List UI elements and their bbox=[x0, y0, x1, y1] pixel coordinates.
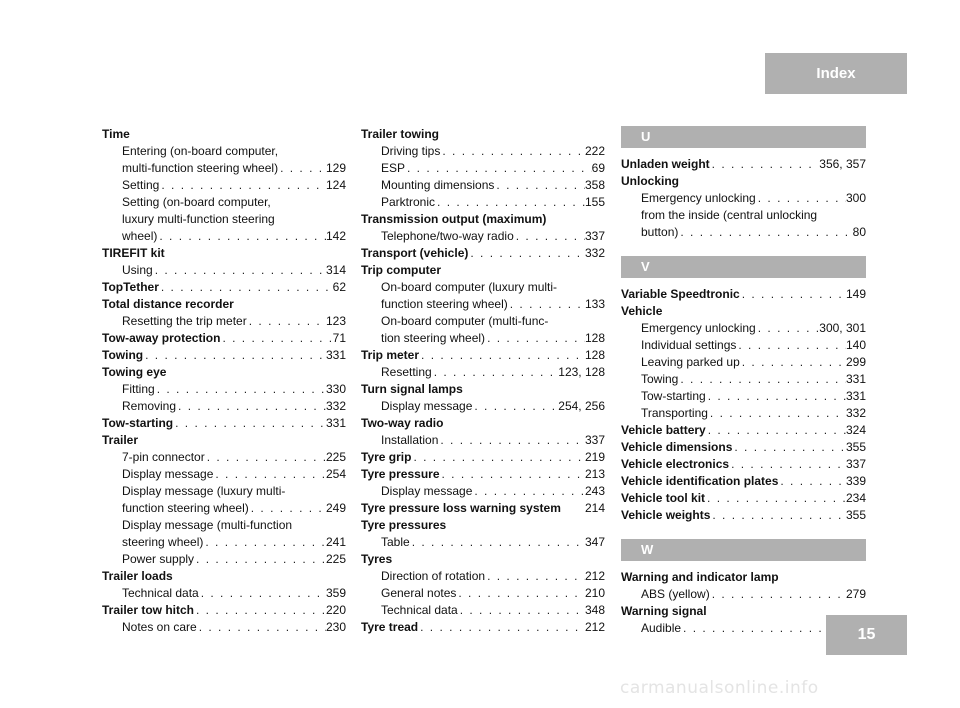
index-entry bbox=[621, 422, 866, 439]
entry-page-ref: 69 bbox=[591, 161, 605, 175]
entry-term: Display message (multi-function bbox=[122, 518, 293, 532]
dot-leader bbox=[456, 585, 585, 602]
entry-term: Two-way radio bbox=[361, 416, 444, 430]
entry-page-ref: 212 bbox=[584, 620, 605, 634]
entry-term: Unlocking bbox=[621, 174, 680, 188]
entry-term: General notes bbox=[381, 586, 457, 600]
dot-leader bbox=[432, 364, 559, 381]
dot-leader bbox=[173, 415, 326, 432]
index-entry bbox=[102, 415, 346, 432]
entry-term: function steering wheel) bbox=[381, 297, 508, 311]
dot-leader bbox=[705, 490, 846, 507]
dot-leader bbox=[435, 194, 585, 211]
index-entry bbox=[621, 473, 866, 490]
dot-leader bbox=[678, 224, 852, 241]
entry-page-ref: 213 bbox=[584, 467, 605, 481]
dot-leader bbox=[710, 507, 846, 524]
entry-term: Vehicle weights bbox=[621, 508, 711, 522]
entry-term: Tyre pressure loss warning system bbox=[361, 501, 561, 515]
entry-term: Parktronic bbox=[381, 195, 436, 209]
index-entry bbox=[361, 160, 605, 177]
dot-leader bbox=[247, 313, 326, 330]
index-entry bbox=[102, 143, 346, 160]
entry-term: Warning and indicator lamp bbox=[621, 570, 779, 584]
entry-term: function steering wheel) bbox=[122, 501, 249, 515]
dot-leader bbox=[440, 143, 585, 160]
entry-page-ref: 128 bbox=[584, 331, 605, 345]
entry-term: multi-function steering wheel) bbox=[122, 161, 279, 175]
entry-page-ref: 356, 357 bbox=[819, 157, 866, 171]
index-entry bbox=[361, 483, 605, 500]
entry-page-ref: 331 bbox=[325, 348, 346, 362]
entry-term: Telephone/two-way radio bbox=[381, 229, 514, 243]
entry-page-ref: 339 bbox=[845, 474, 866, 488]
entry-term: Resetting the trip meter bbox=[122, 314, 247, 328]
entry-term: Towing eye bbox=[102, 365, 167, 379]
entry-page-ref: 337 bbox=[584, 433, 605, 447]
entry-term: Technical data bbox=[122, 586, 199, 600]
dot-leader bbox=[756, 190, 846, 207]
index-entry bbox=[102, 160, 346, 177]
entry-page-ref: 230 bbox=[325, 620, 346, 634]
entry-term: Direction of rotation bbox=[381, 569, 486, 583]
entry-term: Turn signal lamps bbox=[361, 382, 463, 396]
index-entry bbox=[621, 337, 866, 354]
index-entry bbox=[361, 551, 605, 568]
entry-page-ref: 149 bbox=[845, 287, 866, 301]
entry-term: Tow-away protection bbox=[102, 331, 221, 345]
dot-leader bbox=[508, 296, 585, 313]
entry-term: Tyre pressures bbox=[361, 518, 447, 532]
dot-leader bbox=[278, 160, 326, 177]
entry-term: Table bbox=[381, 535, 410, 549]
entry-page-ref: 279 bbox=[845, 587, 866, 601]
dot-leader bbox=[249, 500, 326, 517]
index-column-2 bbox=[361, 126, 605, 636]
index-entry bbox=[102, 449, 346, 466]
entry-page-ref: 212 bbox=[584, 569, 605, 583]
dot-leader bbox=[159, 279, 333, 296]
dot-leader bbox=[205, 449, 326, 466]
entry-term: Fitting bbox=[122, 382, 155, 396]
index-entry bbox=[102, 211, 346, 228]
entry-page-ref: 155 bbox=[584, 195, 605, 209]
index-entry bbox=[361, 228, 605, 245]
index-entry bbox=[102, 364, 346, 381]
index-entry bbox=[621, 507, 866, 524]
index-entry bbox=[361, 432, 605, 449]
dot-leader bbox=[485, 568, 585, 585]
index-column-1 bbox=[102, 126, 346, 636]
entry-term: Removing bbox=[122, 399, 177, 413]
entry-term: Tow-starting bbox=[102, 416, 174, 430]
index-entry bbox=[361, 330, 605, 347]
entry-term: Tow-starting bbox=[641, 389, 706, 403]
dot-leader bbox=[199, 585, 326, 602]
entry-page-ref: 355 bbox=[845, 508, 866, 522]
index-entry bbox=[361, 619, 605, 636]
entry-term: Entering (on-board computer, bbox=[122, 144, 279, 158]
entry-term: button) bbox=[641, 225, 679, 239]
entry-term: Vehicle battery bbox=[621, 423, 706, 437]
entry-term: TIREFIT kit bbox=[102, 246, 165, 260]
entry-term: Unladen weight bbox=[621, 157, 710, 171]
entry-term: Vehicle dimensions bbox=[621, 440, 733, 454]
index-entry bbox=[361, 585, 605, 602]
entry-term: Leaving parked up bbox=[641, 355, 740, 369]
entry-term: Individual settings bbox=[641, 338, 737, 352]
index-entry bbox=[621, 439, 866, 456]
index-entry bbox=[621, 490, 866, 507]
entry-page-ref: 300 bbox=[845, 191, 866, 205]
index-entry bbox=[102, 381, 346, 398]
entry-page-ref: 142 bbox=[325, 229, 346, 243]
dot-leader bbox=[194, 602, 326, 619]
dot-leader bbox=[440, 466, 585, 483]
entry-term: Trailer towing bbox=[361, 127, 440, 141]
entry-term: Tyre pressure bbox=[361, 467, 440, 481]
entry-page-ref: 220 bbox=[325, 603, 346, 617]
section-tab-index: Index bbox=[765, 53, 907, 94]
entry-page-ref: 133 bbox=[584, 297, 605, 311]
index-entry bbox=[102, 432, 346, 449]
dot-leader bbox=[485, 330, 585, 347]
entry-term: Display message bbox=[381, 484, 473, 498]
index-entry bbox=[621, 156, 866, 173]
dot-leader bbox=[438, 432, 585, 449]
dot-leader bbox=[405, 160, 592, 177]
index-entry bbox=[361, 534, 605, 551]
index-entry bbox=[621, 190, 866, 207]
dot-leader bbox=[157, 228, 326, 245]
dot-leader bbox=[710, 586, 846, 603]
index-entry bbox=[361, 245, 605, 262]
letter-heading-v: V bbox=[621, 256, 866, 278]
index-entry bbox=[361, 466, 605, 483]
entry-term: Audible bbox=[641, 621, 682, 635]
entry-page-ref: 140 bbox=[845, 338, 866, 352]
entry-term: Vehicle bbox=[621, 304, 663, 318]
entry-page-ref: 243 bbox=[584, 484, 605, 498]
entry-page-ref: 324 bbox=[845, 423, 866, 437]
index-entry bbox=[361, 313, 605, 330]
entry-term: Time bbox=[102, 127, 130, 141]
entry-page-ref: 123 bbox=[325, 314, 346, 328]
page-number-tab: 15 bbox=[826, 615, 907, 655]
index-entry bbox=[102, 483, 346, 500]
index-entry bbox=[621, 569, 866, 586]
entry-term: Tyre grip bbox=[361, 450, 412, 464]
dot-leader bbox=[708, 405, 846, 422]
entry-page-ref: 314 bbox=[325, 263, 346, 277]
entry-page-ref: 359 bbox=[325, 586, 346, 600]
dot-leader bbox=[736, 337, 846, 354]
index-entry bbox=[102, 245, 346, 262]
dot-leader bbox=[220, 330, 332, 347]
dot-leader bbox=[514, 228, 585, 245]
index-entry bbox=[621, 388, 866, 405]
entry-page-ref: 129 bbox=[325, 161, 346, 175]
index-entry bbox=[102, 585, 346, 602]
entry-page-ref: 332 bbox=[325, 399, 346, 413]
entry-page-ref: 128 bbox=[584, 348, 605, 362]
index-entry bbox=[361, 211, 605, 228]
index-entry bbox=[361, 279, 605, 296]
dot-leader bbox=[729, 456, 846, 473]
dot-leader bbox=[153, 262, 326, 279]
entry-term: Vehicle tool kit bbox=[621, 491, 706, 505]
entry-page-ref: 222 bbox=[584, 144, 605, 158]
entry-page-ref: 330 bbox=[325, 382, 346, 396]
entry-term: wheel) bbox=[122, 229, 158, 243]
entry-page-ref: 300, 301 bbox=[819, 321, 866, 335]
entry-term: Mounting dimensions bbox=[381, 178, 495, 192]
index-entry bbox=[621, 405, 866, 422]
entry-term: Tyres bbox=[361, 552, 393, 566]
entry-page-ref: 219 bbox=[584, 450, 605, 464]
index-entry bbox=[102, 517, 346, 534]
entry-page-ref: 254 bbox=[325, 467, 346, 481]
entry-term: Trip meter bbox=[361, 348, 420, 362]
watermark-text: carmanualsonline.info bbox=[620, 678, 819, 698]
entry-page-ref: 225 bbox=[325, 450, 346, 464]
entry-page-ref: 299 bbox=[845, 355, 866, 369]
entry-term: Transporting bbox=[641, 406, 708, 420]
letter-heading-u: U bbox=[621, 126, 866, 148]
entry-term: Warning signal bbox=[621, 604, 707, 618]
index-entry bbox=[102, 313, 346, 330]
entry-term: Variable Speedtronic bbox=[621, 287, 740, 301]
entry-term: Vehicle electronics bbox=[621, 457, 730, 471]
entry-term: Trailer loads bbox=[102, 569, 173, 583]
dot-leader bbox=[756, 320, 820, 337]
index-entry bbox=[621, 320, 866, 337]
dot-leader bbox=[740, 286, 846, 303]
index-entry bbox=[102, 126, 346, 143]
entry-page-ref: 214 bbox=[584, 501, 605, 515]
index-entry bbox=[621, 173, 866, 190]
entry-page-ref: 337 bbox=[584, 229, 605, 243]
index-entry bbox=[102, 500, 346, 517]
index-group-v bbox=[621, 286, 866, 524]
entry-page-ref: 348 bbox=[584, 603, 605, 617]
dot-leader bbox=[706, 388, 846, 405]
index-entry bbox=[361, 364, 605, 381]
entry-term: Trailer tow hitch bbox=[102, 603, 195, 617]
entry-term: Trip computer bbox=[361, 263, 442, 277]
entry-term: Towing bbox=[641, 372, 679, 386]
entry-term: Vehicle identification plates bbox=[621, 474, 779, 488]
dot-leader bbox=[494, 177, 585, 194]
index-entry bbox=[102, 347, 346, 364]
dot-leader bbox=[418, 619, 585, 636]
index-entry bbox=[621, 303, 866, 320]
index-entry bbox=[102, 262, 346, 279]
entry-term: Driving tips bbox=[381, 144, 441, 158]
entry-page-ref: 355 bbox=[845, 440, 866, 454]
entry-term: Total distance recorder bbox=[102, 297, 234, 311]
index-entry bbox=[361, 415, 605, 432]
dot-leader bbox=[159, 177, 326, 194]
entry-term: Emergency unlocking bbox=[641, 191, 756, 205]
dot-leader bbox=[194, 551, 326, 568]
index-entry bbox=[102, 551, 346, 568]
entry-term: Technical data bbox=[381, 603, 458, 617]
dot-leader bbox=[155, 381, 326, 398]
entry-page-ref: 225 bbox=[325, 552, 346, 566]
index-entry bbox=[621, 207, 866, 224]
index-entry bbox=[361, 177, 605, 194]
index-entry bbox=[102, 568, 346, 585]
entry-term: Using bbox=[122, 263, 153, 277]
entry-term: steering wheel) bbox=[122, 535, 204, 549]
index-entry bbox=[361, 194, 605, 211]
index-entry bbox=[102, 534, 346, 551]
entry-term: Display message (luxury multi- bbox=[122, 484, 286, 498]
index-entry bbox=[621, 456, 866, 473]
entry-page-ref: 249 bbox=[325, 501, 346, 515]
entry-term: On-board computer (multi-func- bbox=[381, 314, 549, 328]
dot-leader bbox=[778, 473, 846, 490]
index-entry bbox=[102, 466, 346, 483]
entry-term: Transport (vehicle) bbox=[361, 246, 469, 260]
entry-page-ref: 254, 256 bbox=[558, 399, 605, 413]
index-entry bbox=[102, 602, 346, 619]
index-entry bbox=[361, 602, 605, 619]
entry-term: Display message bbox=[122, 467, 214, 481]
index-column-3 bbox=[621, 126, 866, 637]
index-entry bbox=[361, 296, 605, 313]
entry-page-ref: 210 bbox=[584, 586, 605, 600]
entry-term: Setting bbox=[122, 178, 160, 192]
index-entry bbox=[621, 354, 866, 371]
index-entry bbox=[361, 449, 605, 466]
index-entry bbox=[102, 296, 346, 313]
entry-term: Tyre tread bbox=[361, 620, 419, 634]
index-entry bbox=[621, 286, 866, 303]
entry-term: luxury multi-function steering bbox=[122, 212, 275, 226]
entry-term: Resetting bbox=[381, 365, 432, 379]
entry-term: ABS (yellow) bbox=[641, 587, 710, 601]
dot-leader bbox=[678, 371, 846, 388]
index-entry bbox=[361, 517, 605, 534]
dot-leader bbox=[740, 354, 846, 371]
index-entry bbox=[361, 143, 605, 160]
dot-leader bbox=[410, 534, 585, 551]
entry-term: Emergency unlocking bbox=[641, 321, 756, 335]
index-entry bbox=[102, 194, 346, 211]
entry-page-ref: 71 bbox=[332, 331, 346, 345]
entry-page-ref: 62 bbox=[332, 280, 346, 294]
entry-term: Power supply bbox=[122, 552, 195, 566]
entry-term: 7-pin connector bbox=[122, 450, 205, 464]
dot-leader bbox=[732, 439, 846, 456]
index-entry bbox=[102, 619, 346, 636]
entry-page-ref: 331 bbox=[845, 389, 866, 403]
dot-leader bbox=[468, 245, 585, 262]
entry-term: Setting (on-board computer, bbox=[122, 195, 271, 209]
entry-page-ref: 80 bbox=[852, 225, 866, 239]
dot-leader bbox=[706, 422, 846, 439]
dot-leader bbox=[681, 620, 846, 637]
entry-page-ref: 331 bbox=[325, 416, 346, 430]
index-entry bbox=[361, 347, 605, 364]
index-entry bbox=[361, 126, 605, 143]
index-entry bbox=[361, 262, 605, 279]
index-entry bbox=[102, 228, 346, 245]
dot-leader bbox=[203, 534, 326, 551]
index-entry bbox=[102, 279, 346, 296]
entry-page-ref: 332 bbox=[584, 246, 605, 260]
dot-leader bbox=[176, 398, 326, 415]
dot-leader bbox=[472, 483, 585, 500]
dot-leader bbox=[197, 619, 326, 636]
entry-page-ref: 347 bbox=[584, 535, 605, 549]
entry-term: TopTether bbox=[102, 280, 159, 294]
entry-term: Display message bbox=[381, 399, 473, 413]
entry-page-ref: 332 bbox=[845, 406, 866, 420]
entry-page-ref: 241 bbox=[325, 535, 346, 549]
index-entry bbox=[361, 398, 605, 415]
dot-leader bbox=[213, 466, 326, 483]
entry-term: Installation bbox=[381, 433, 439, 447]
dot-leader bbox=[419, 347, 585, 364]
dot-leader bbox=[710, 156, 820, 173]
entry-term: On-board computer (luxury multi- bbox=[381, 280, 558, 294]
entry-term: tion steering wheel) bbox=[381, 331, 486, 345]
index-group-u bbox=[621, 156, 866, 241]
entry-page-ref: 331 bbox=[845, 372, 866, 386]
dot-leader bbox=[411, 449, 585, 466]
index-entry bbox=[621, 586, 866, 603]
entry-term: Towing bbox=[102, 348, 144, 362]
dot-leader bbox=[472, 398, 558, 415]
entry-page-ref: 337 bbox=[845, 457, 866, 471]
dot-leader bbox=[458, 602, 585, 619]
entry-term: Transmission output (maximum) bbox=[361, 212, 547, 226]
index-entry bbox=[361, 568, 605, 585]
index-entry bbox=[102, 177, 346, 194]
index-entry bbox=[102, 330, 346, 347]
entry-page-ref: 358 bbox=[584, 178, 605, 192]
index-entry bbox=[102, 398, 346, 415]
index-entry bbox=[621, 224, 866, 241]
index-entry bbox=[621, 371, 866, 388]
entry-term: Notes on care bbox=[122, 620, 197, 634]
entry-term: ESP bbox=[381, 161, 406, 175]
index-entry bbox=[361, 500, 605, 517]
entry-term: Trailer bbox=[102, 433, 139, 447]
index-entry bbox=[361, 381, 605, 398]
letter-heading-w: W bbox=[621, 539, 866, 561]
entry-term: from the inside (central unlocking bbox=[641, 208, 818, 222]
entry-page-ref: 124 bbox=[325, 178, 346, 192]
entry-page-ref: 234 bbox=[845, 491, 866, 505]
entry-page-ref: 123, 128 bbox=[558, 365, 605, 379]
dot-leader bbox=[143, 347, 326, 364]
